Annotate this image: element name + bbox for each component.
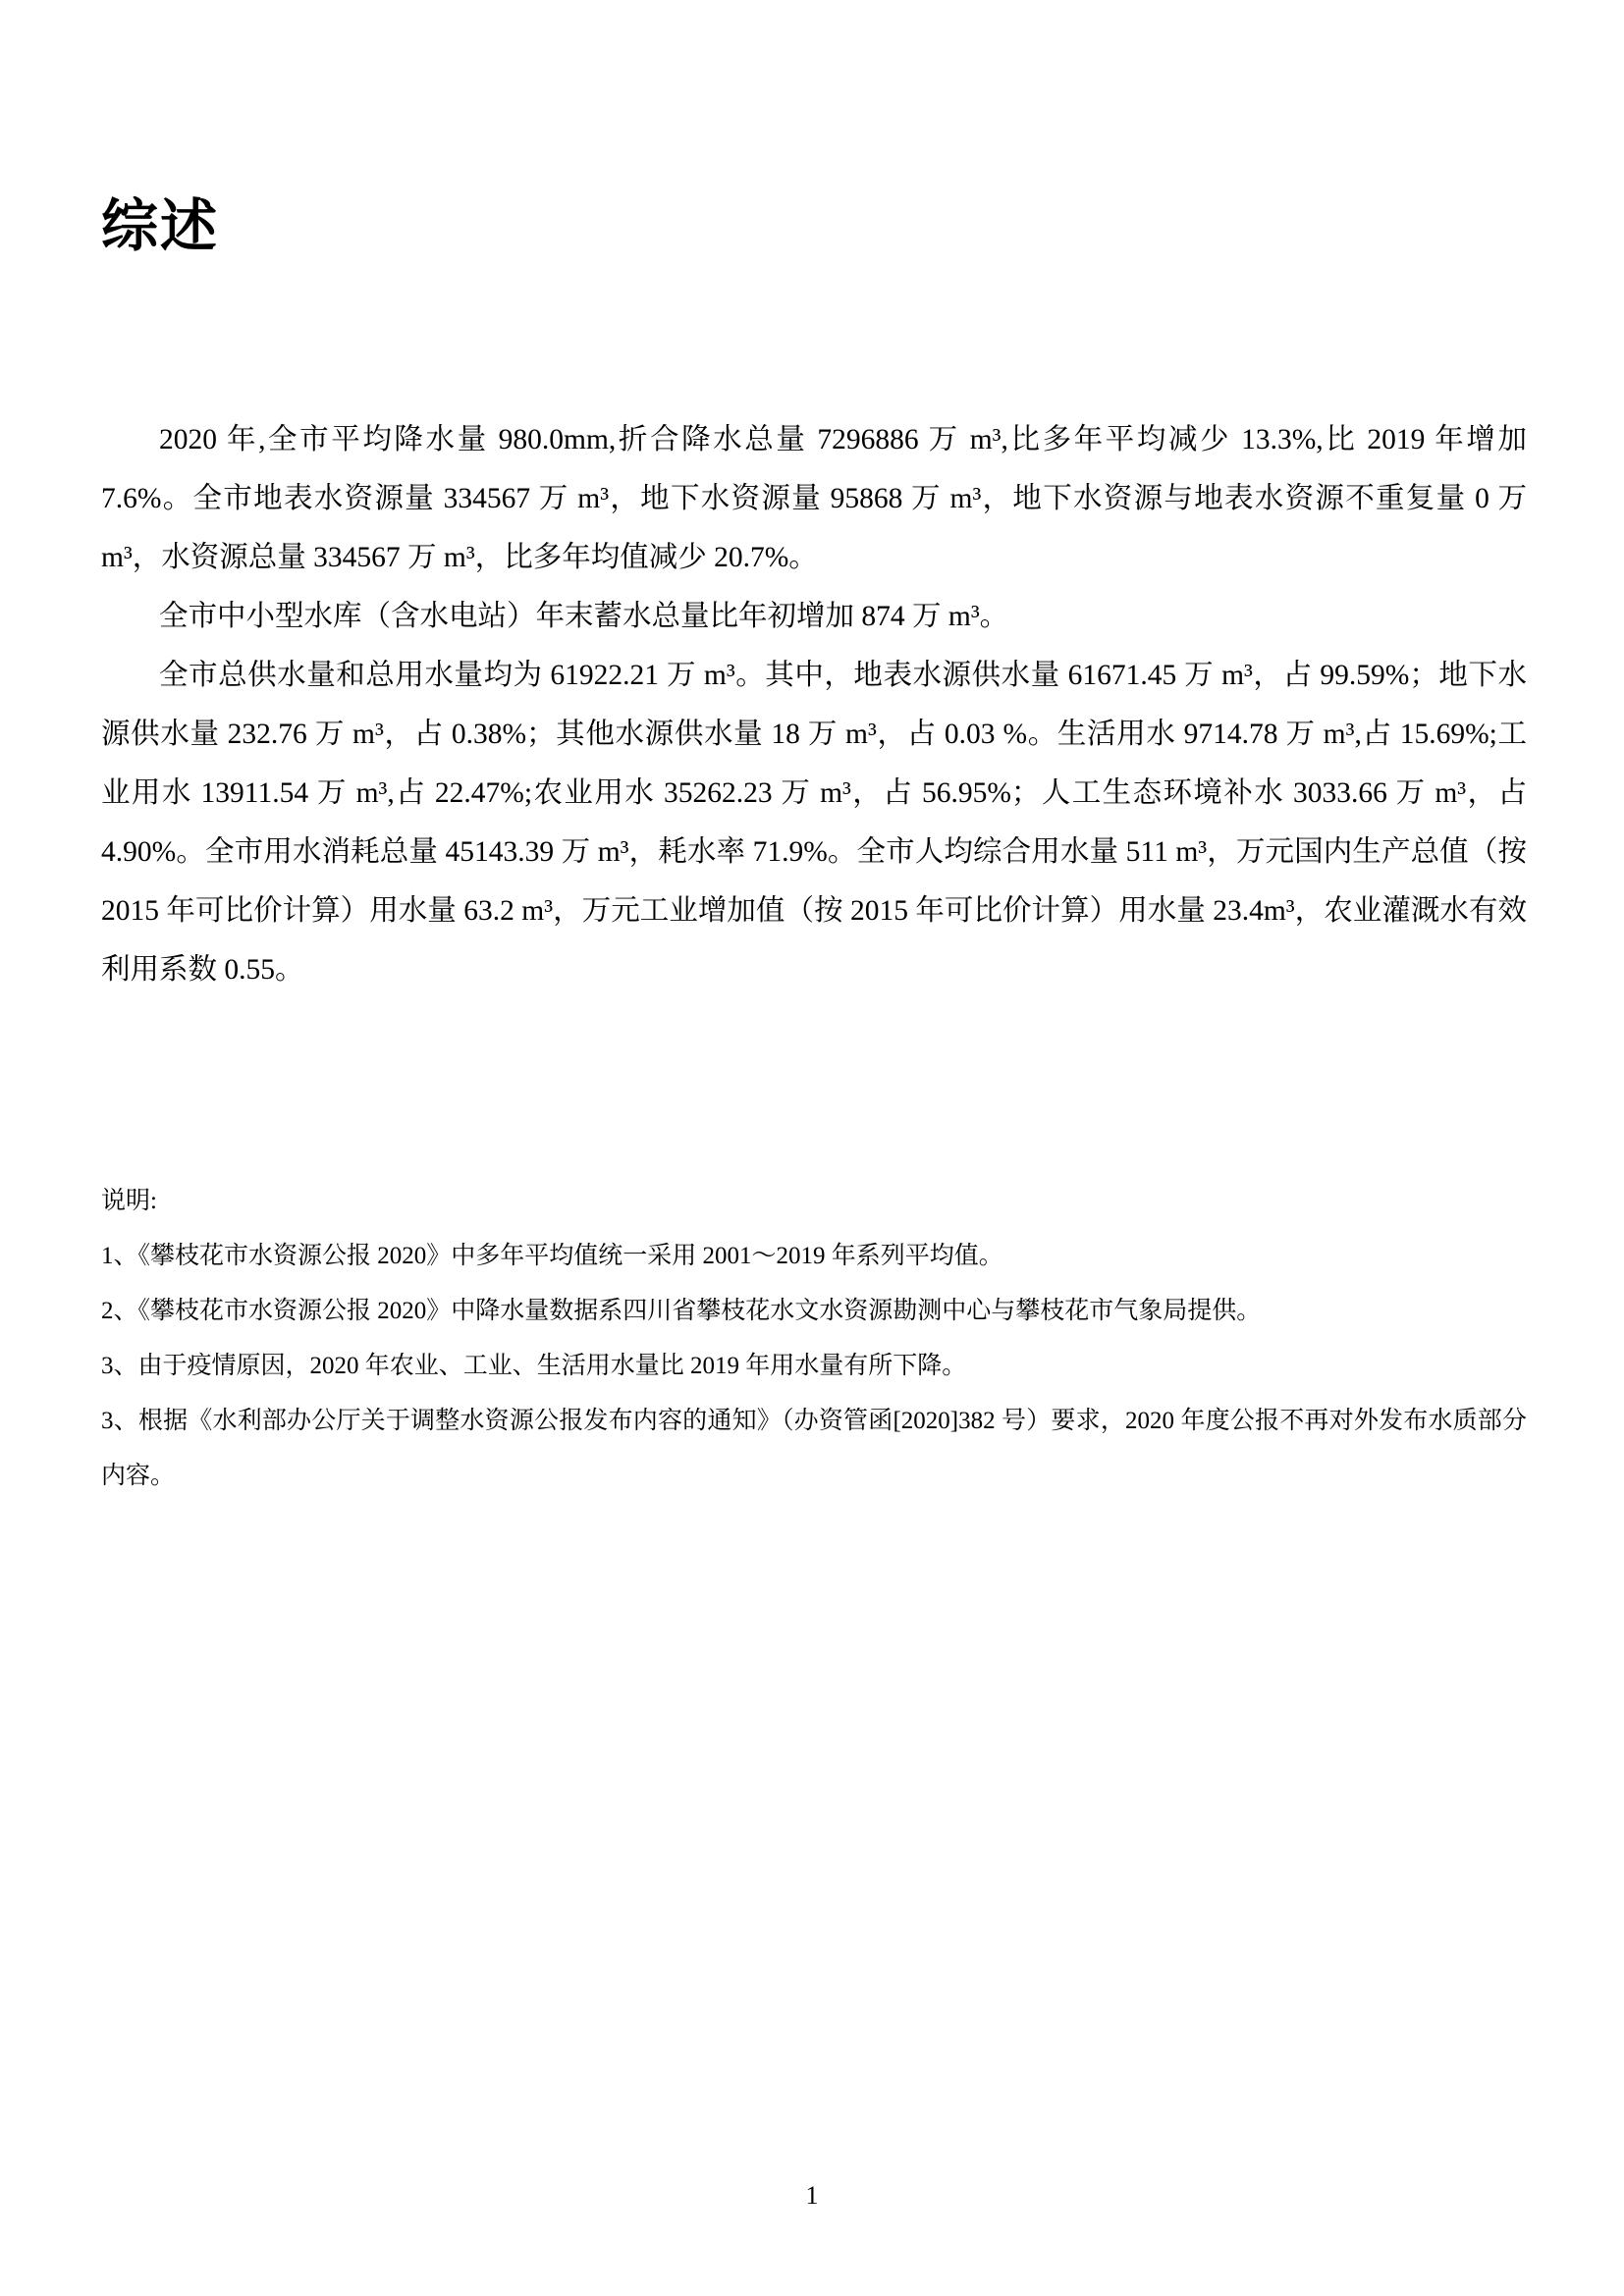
note-item-4: 3、根据《水利部办公厅关于调整水资源公报发布内容的通知》（办资管函[2020]382 号）要求，2020 年度公报不再对外发布水质部分内容。 bbox=[101, 1408, 1527, 1489]
summary-paragraph-reservoir-storage: 全市中小型水库（含水电站）年末蓄水总量比年初增加 874 万 m³。 bbox=[159, 601, 1009, 632]
summary-paragraph-precipitation: 2020 年,全市平均降水量 980.0mm,折合降水总量 7296886 万 m³,比多年平均减少 13.3%,比 2019 年增加 7.6%。全市地表水资源量 334567 万 m³，地下水资源量 95868 万 m³，地下水资源与地表水资源不重复量 0 万 m³，水资源总量 334567 万 m³，比多年均值减少 20.7%。 bbox=[101, 424, 1527, 573]
summary-paragraph-water-supply-use: 全市总供水量和总用水量均为 61922.21 万 m³。其中，地表水源供水量 61671.45 万 m³，占 99.59%；地下水源供水量 232.76 万 m³，占 0.38%；其他水源供水量 18 万 m³，占 0.03 %。生活用水 9714.78 万 m³,占 15.69%;工业用水 13911.54 万 m³,占 22.47%;农业用水 35262.23 万 m³，占 56.95%；人工生态环境补水 3033.66 万 m³，占 4.90%。全市用水消耗总量 45143.39 万 m³，耗水率 71.9%。全市人均综合用水量 511 m³，万元国内生产总值（按 2015 年可比价计算）用水量 63.2 m³，万元工业增加值（按 2015 年可比价计算）用水量 23.4m³，农业灌溉水有效利用系数 0.55。 bbox=[101, 660, 1527, 986]
notes-section bbox=[101, 1174, 1527, 1504]
note-item-2: 2、《攀枝花市水资源公报 2020》中降水量数据系四川省攀枝花水文水资源勘测中心与攀枝花市气象局提供。 bbox=[101, 1298, 1262, 1324]
notes-label: 说明: bbox=[101, 1188, 157, 1214]
summary-body bbox=[101, 410, 1527, 999]
page-title: 综述 bbox=[101, 194, 220, 258]
note-item-3: 3、由于疫情原因，2020 年农业、工业、生活用水量比 2019 年用水量有所下降。 bbox=[101, 1353, 967, 1379]
page-number: 1 bbox=[805, 2181, 819, 2210]
note-item-1: 1、《攀枝花市水资源公报 2020》中多年平均值统一采用 2001～2019 年系列平均值。 bbox=[101, 1243, 1003, 1269]
